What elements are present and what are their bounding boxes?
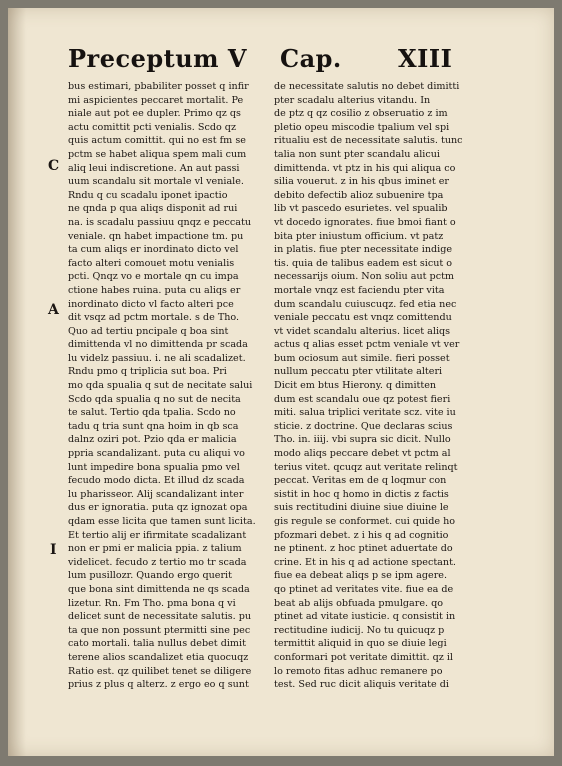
text-line: termittit aliquid in quo se diuie legi <box>274 638 447 650</box>
text-line: lib vt pascedo esurietes. vel spualib <box>274 203 448 215</box>
text-line: ne qnda p qua aliqs disponit ad rui <box>68 203 238 215</box>
running-header <box>68 44 488 78</box>
text-line: Quo ad tertiu pncipale q boa sint <box>68 325 229 337</box>
text-line: bita pter iniustum officium. vt patz <box>274 230 444 242</box>
text-line: non er pmi er malicia ppia. z talium <box>68 543 242 555</box>
text-line: fiue ea debeat aliqs p se ipm agere. <box>274 570 448 582</box>
header-chapter-number: XIII <box>398 44 453 73</box>
header-precept: Preceptum V <box>68 44 248 73</box>
text-line: test. Sed ruc dicit aliquis veritate di <box>274 679 449 691</box>
text-line: Rndu pmo q triplicia sut boa. Pri <box>68 366 227 378</box>
text-line: dum est scandalu oue qz potest fieri <box>274 393 451 405</box>
text-line: actu comittit pcti venialis. Scdo qz <box>68 121 236 133</box>
text-line: lizetur. Rn. Fm Tho. pma bona q vi <box>68 597 236 609</box>
text-column-right <box>274 80 474 692</box>
text-line: prius z plus q alterz. z ergo eo q sunt <box>68 679 249 691</box>
text-line: ptinet ad vitate iusticie. q consistit in <box>274 611 456 623</box>
text-column-left <box>68 80 268 692</box>
text-line: Et tertio alij er ifirmitate scadalizant <box>68 529 247 541</box>
text-line: qo ptinet ad veritates vite. fiue ea de <box>274 583 454 595</box>
book-page <box>8 8 554 756</box>
text-line: in platis. fiue pter necessitate indige <box>274 244 453 256</box>
text-line: bus estimari, pbabiliter posset q infir <box>68 81 249 92</box>
text-line: facto alteri comouet motu venialis <box>68 257 235 269</box>
text-line: mortale vnqz est faciendu pter vita <box>274 284 445 296</box>
text-line: talia non sunt pter scandalu alicui <box>274 148 440 160</box>
text-line: gis regule se conformet. cui quide ho <box>274 516 456 527</box>
text-line: pcti. Qnqz vo e mortale qn cu impa <box>68 271 239 283</box>
text-line: pletio opeu miscodie tpalium vel spi <box>274 121 450 133</box>
text-line: sticie. z doctrine. Que declaras scius <box>274 420 453 432</box>
text-line: Ratio est. qz quilibet tenet se diligere <box>68 665 252 677</box>
text-line: uum scandalu sit mortale vl veniale. <box>68 176 244 188</box>
text-line: ta que non possunt ptermitti sine pec <box>68 624 251 636</box>
text-line: videlicet. fecudo z tertio mo tr scada <box>68 556 247 568</box>
text-line: dalnz oziri pot. Pzio qda er malicia <box>68 434 237 446</box>
text-line: ritualiu est de necessitate salutis. tunc <box>274 135 463 147</box>
text-line: lu pharisseor. Alij scandalizant inter <box>68 488 244 500</box>
text-line: mo qda spualia q sut de necitate salui <box>68 380 253 392</box>
text-line: fecudo modo dicta. Et illud dz scada <box>68 475 245 487</box>
text-line: que bona sint dimittenda ne qs scada <box>68 583 250 595</box>
margin-mark-a: A <box>48 302 59 318</box>
text-line: qdam esse licita que tamen sunt licita. <box>68 516 256 527</box>
text-line: vt videt scandalu alterius. licet aliqs <box>274 325 451 337</box>
page-gutter-shadow <box>8 8 26 756</box>
text-line: miti. salua triplici veritate scz. vite iu <box>274 407 456 419</box>
text-line: pctm se habet aliqua spem mali cum <box>68 148 247 160</box>
text-line: debito defectib alioz subuenire tpa <box>274 189 444 201</box>
text-line: crine. Et in his q ad actione spectant. <box>274 556 456 568</box>
text-line: dum scandalu cuiuscuqz. fed etia nec <box>274 298 457 310</box>
text-line: quis actum comittit. qui no est fm se <box>68 135 246 147</box>
text-line: conformari pot veritate dimittit. qz il <box>274 651 453 663</box>
text-line: tis. quia de talibus eadem est sicut o <box>274 257 453 269</box>
text-line: nullum peccatu pter vtilitate alteri <box>274 366 443 378</box>
text-line: pter scadalu alterius vitandu. In <box>274 94 431 106</box>
text-line: pfozmari debet. z i his q ad cognitio <box>274 529 449 541</box>
text-line: peccat. Veritas em de q loqmur con <box>274 475 447 487</box>
text-line: vt docedo ignorates. fiue bmoi fiant o <box>274 216 456 228</box>
text-line: sistit in hoc q homo in dictis z factis <box>274 488 449 500</box>
text-line: delicet sunt de necessitate salutis. pu <box>68 611 252 623</box>
text-line: lo remoto fitas adhuc remanere po <box>274 665 443 677</box>
text-line: lunt impedire bona spualia pmo vel <box>68 461 240 473</box>
text-line: terius vitet. qcuqz aut veritate relinqt <box>274 461 458 473</box>
text-line: te salut. Tertio qda tpalia. Scdo no <box>68 407 236 419</box>
text-line: lu videlz passiuu. i. ne ali scadalizet. <box>68 352 246 364</box>
text-line: dimittenda vl no dimittenda pr scada <box>68 339 248 351</box>
margin-mark-c: C <box>48 158 60 174</box>
text-line: de ptz q qz cosilio z obseruatio z im <box>274 108 448 120</box>
text-line: modo aliqs peccare debet vt pctm al <box>274 448 451 460</box>
header-cap: Cap. <box>280 44 342 73</box>
text-line: ppria scandalizant. puta cu aliqui vo <box>68 448 245 460</box>
text-line: veniale. qn habet impactione tm. pu <box>68 230 244 242</box>
text-line: aliq leui indiscretione. An aut passi <box>68 162 240 174</box>
text-line: na. is scadalu passiuu qnqz e peccatu <box>68 216 252 228</box>
text-line: dimittenda. vt ptz in his qui aliqua co <box>274 162 456 174</box>
text-line: beat ab alijs obfuada pmulgare. qo <box>274 597 444 609</box>
text-line: Rndu q cu scadalu iponet ipactio <box>68 189 228 201</box>
text-line: Tho. in. iiij. vbi supra sic dicit. Nullo <box>274 434 451 446</box>
text-line: veniale peccatu est vnqz comittendu <box>274 312 452 324</box>
text-line: niale aut pot ee dupler. Primo qz qs <box>68 108 241 120</box>
text-line: rectitudine iudicij. No tu quicuqz p <box>274 624 445 636</box>
text-line: ta cum aliqs er inordinato dicto vel <box>68 244 239 256</box>
text-line: terene alios scandalizet etia quocuqz <box>68 651 249 663</box>
text-line: actus q alias esset pctm veniale vt ver <box>274 339 460 351</box>
text-line: ne ptinent. z hoc ptinet aduertate do <box>274 543 453 555</box>
text-line: de necessitate salutis no debet dimitti <box>274 81 460 92</box>
text-line: Scdo qda spualia q no sut de necita <box>68 393 241 405</box>
text-line: Dicit em btus Hierony. q dimitten <box>274 380 437 392</box>
text-line: dus er ignoratia. puta qz ignozat opa <box>68 502 248 514</box>
text-line: dit vsqz ad pctm mortale. s de Tho. <box>68 312 240 324</box>
text-line: suis rectitudini diuine siue diuine le <box>274 502 449 514</box>
text-line: tadu q tria sunt qna hoim in qb sca <box>68 420 239 432</box>
text-line: cato mortali. talia nullus debet dimit <box>68 638 246 650</box>
text-line: necessarijs oium. Non soliu aut pctm <box>274 271 455 283</box>
text-line: ctione habes ruina. puta cu aliqs er <box>68 284 241 296</box>
text-line: bum ociosum aut simile. fieri posset <box>274 352 450 364</box>
text-line: lum pusillozr. Quando ergo querit <box>68 570 232 582</box>
margin-mark-i: I <box>50 542 57 558</box>
text-line: inordinato dicto vl facto alteri pce <box>68 298 234 310</box>
text-line: mi aspicientes peccaret mortalit. Pe <box>68 94 244 106</box>
text-line: silia vouerut. z in his qbus iminet er <box>274 176 449 188</box>
